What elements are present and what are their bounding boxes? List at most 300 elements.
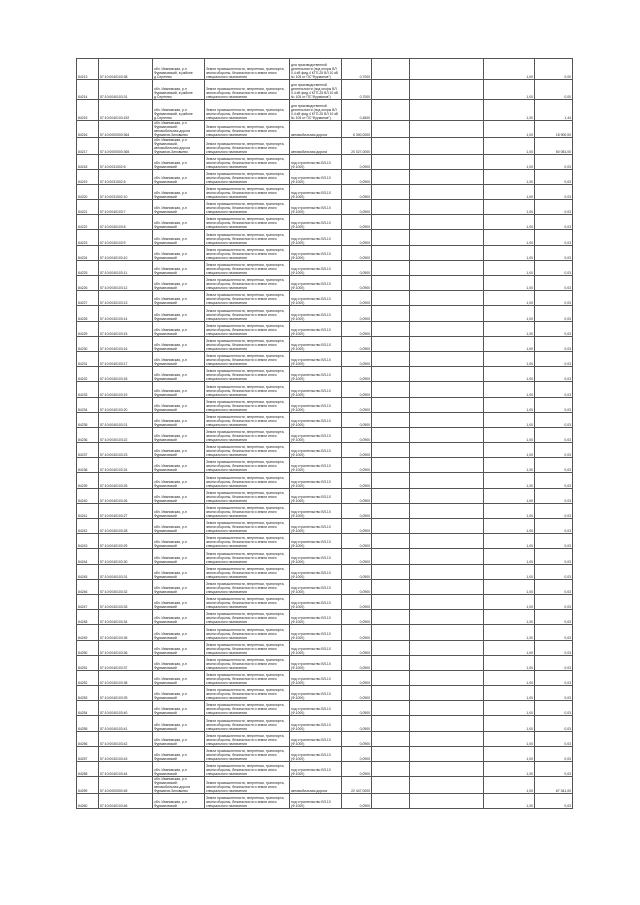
rate: 1,00 xyxy=(484,458,535,473)
parcel-area: 0,0900 xyxy=(342,260,372,275)
parcel-area: 0,0900 xyxy=(342,503,372,518)
volume xyxy=(410,306,484,321)
parcel-location: обл. Ивановская, р-н Фурмановский xyxy=(153,458,205,473)
land-category: Земли промышленности, энергетики, транспорта, земли обороны, безопасности и земли иного специального назначения xyxy=(205,276,290,291)
parcel-area: 0,0900 xyxy=(342,154,372,169)
unit-price xyxy=(372,321,410,336)
unit-price xyxy=(372,443,410,458)
parcel-area: 0,7000 xyxy=(342,79,372,100)
volume xyxy=(410,367,484,382)
permitted-use: под строительство ВЛ-10 (Ф.1000) xyxy=(290,716,342,731)
land-category: Земли промышленности, энергетики, транспорта, земли обороны, безопасности и земли иного специального назначения xyxy=(205,120,290,137)
unit-price xyxy=(372,154,410,169)
permitted-use: под строительство ВЛ-10 (Ф.1000) xyxy=(290,762,342,777)
permitted-use: под строительство ВЛ-10 (Ф.1000) xyxy=(290,230,342,245)
volume xyxy=(410,519,484,534)
permitted-use: под строительство ВЛ-10 (Ф.1000) xyxy=(290,488,342,503)
parcel-location: обл. Ивановская, р-н Фурмановский xyxy=(153,351,205,366)
volume xyxy=(410,655,484,670)
unit-price xyxy=(372,762,410,777)
land-category: Земли промышленности, энергетики, транспорта, земли обороны, безопасности и земли иного специального назначения xyxy=(205,640,290,655)
permitted-use: под строительство ВЛ-10 (Ф.1000) xyxy=(290,291,342,306)
permitted-use: для производственной деятельности (под опоры ВЛ 0,4 кВ фид.4 КТП-25 ВЛ 10 кВ № 105 от ПС"Фурманов") xyxy=(290,100,342,121)
parcel-area: 0,0900 xyxy=(342,625,372,640)
permitted-use: под строительство ВЛ-10 (Ф.1000) xyxy=(290,594,342,609)
land-category: Земли промышленности, энергетики, транспорта, земли обороны, безопасности и земли иного специального назначения xyxy=(205,610,290,625)
unit-price xyxy=(372,579,410,594)
parcel-area: 0,0900 xyxy=(342,351,372,366)
permitted-use: под строительство ВЛ-10 (Ф.1000) xyxy=(290,458,342,473)
cadastral-cost: 0,03 xyxy=(535,794,573,809)
rate: 1,00 xyxy=(484,137,535,154)
cadastral-cost: 0,03 xyxy=(535,731,573,746)
table-row xyxy=(77,260,573,275)
unit-price xyxy=(372,100,410,121)
land-category: Земли промышленности, энергетики, транспорта, земли обороны, безопасности и земли иного специального назначения xyxy=(205,230,290,245)
cadastral-cost: 0,03 xyxy=(535,625,573,640)
volume xyxy=(410,79,484,100)
volume xyxy=(410,794,484,809)
land-category: Земли промышленности, энергетики, транспорта, земли обороны, безопасности и земли иного специального назначения xyxy=(205,549,290,564)
row-number: 84245 xyxy=(77,564,99,579)
volume xyxy=(410,777,484,794)
land-category: Земли промышленности, энергетики, транспорта, земли обороны, безопасности и земли иного специального назначения xyxy=(205,336,290,351)
table-row xyxy=(77,670,573,685)
permitted-use: под строительство ВЛ-10 (Ф.1000) xyxy=(290,321,342,336)
land-category: Земли промышленности, энергетики, транспорта, земли обороны, безопасности и земли иного специального назначения xyxy=(205,245,290,260)
row-number: 84218 xyxy=(77,154,99,169)
permitted-use: под строительство ВЛ-10 (Ф.1000) xyxy=(290,427,342,442)
rate: 1,00 xyxy=(484,382,535,397)
cadastral-number: 57:10:0040103:27 xyxy=(99,503,153,518)
cadastral-cost: 0,03 xyxy=(535,716,573,731)
parcel-area: 0,0900 xyxy=(342,488,372,503)
land-category: Земли промышленности, энергетики, транспорта, земли обороны, безопасности и земли иного специального назначения xyxy=(205,458,290,473)
row-number: 84213 xyxy=(77,59,99,80)
parcel-location: обл. Ивановская, р-н Фурмановский xyxy=(153,443,205,458)
parcel-location: обл. Ивановская, р-н Фурмановский xyxy=(153,716,205,731)
unit-price xyxy=(372,640,410,655)
table-row xyxy=(77,488,573,503)
volume xyxy=(410,762,484,777)
cadastral-cost: 0,03 xyxy=(535,534,573,549)
land-category: Земли промышленности, энергетики, транспорта, земли обороны, безопасности и земли иного специального назначения xyxy=(205,169,290,184)
row-number: 84250 xyxy=(77,640,99,655)
cadastral-number: 57:10:0040103:11 xyxy=(99,260,153,275)
parcel-location: обл. Ивановская, р-н Фурмановский xyxy=(153,306,205,321)
parcel-area: 0,0900 xyxy=(342,794,372,809)
parcel-area: 0,0900 xyxy=(342,412,372,427)
parcel-area: 0,0900 xyxy=(342,594,372,609)
table-row xyxy=(77,382,573,397)
land-category: Земли промышленности, энергетики, транспорта, земли обороны, безопасности и земли иного специального назначения xyxy=(205,100,290,121)
permitted-use: под строительство ВЛ-10 (Ф.1000) xyxy=(290,336,342,351)
cadastral-cost: 0,03 xyxy=(535,169,573,184)
table-row xyxy=(77,79,573,100)
cadastral-cost: 0,03 xyxy=(535,200,573,215)
parcel-location: обл. Ивановская, р-н Фурмановский xyxy=(153,215,205,230)
cadastral-cost: 0,03 xyxy=(535,306,573,321)
table-row xyxy=(77,794,573,809)
parcel-area: 0,0900 xyxy=(342,200,372,215)
row-number: 84223 xyxy=(77,230,99,245)
cadastral-number: 57:10:0040103:152 xyxy=(99,100,153,121)
parcel-area: 0,0900 xyxy=(342,670,372,685)
row-number: 84232 xyxy=(77,367,99,382)
parcel-location: обл. Ивановская, р-н Фурмановский xyxy=(153,412,205,427)
land-category: Земли промышленности, энергетики, транспорта, земли обороны, безопасности и земли иного специального назначения xyxy=(205,625,290,640)
parcel-area: 0,0900 xyxy=(342,184,372,199)
volume xyxy=(410,184,484,199)
land-category: Земли промышленности, энергетики, транспорта, земли обороны, безопасности и земли иного специального назначения xyxy=(205,794,290,809)
volume xyxy=(410,397,484,412)
table-row xyxy=(77,458,573,473)
row-number: 84257 xyxy=(77,746,99,761)
table-row xyxy=(77,230,573,245)
cadastral-number: 57:10:0031002:5 xyxy=(99,169,153,184)
table-row xyxy=(77,564,573,579)
land-category: Земли промышленности, энергетики, транспорта, земли обороны, безопасности и земли иного специального назначения xyxy=(205,200,290,215)
cadastral-number: 57:10:0040103:36 xyxy=(99,640,153,655)
land-category: Земли промышленности, энергетики, транспорта, земли обороны, безопасности и земли иного специального назначения xyxy=(205,686,290,701)
permitted-use: под строительство ВЛ-10 (Ф.1000) xyxy=(290,670,342,685)
land-category: Земли промышленности, энергетики, транспорта, земли обороны, безопасности и земли иного специального назначения xyxy=(205,670,290,685)
volume xyxy=(410,488,484,503)
table-row xyxy=(77,686,573,701)
volume xyxy=(410,443,484,458)
cadastral-number: 57:10:0031002:6 xyxy=(99,154,153,169)
rate: 1,00 xyxy=(484,443,535,458)
table-row xyxy=(77,351,573,366)
cadastral-number: 57:10:0040103:25 xyxy=(99,473,153,488)
table-row xyxy=(77,412,573,427)
table-row xyxy=(77,215,573,230)
row-number: 84251 xyxy=(77,655,99,670)
land-category: Земли промышленности, энергетики, транспорта, земли обороны, безопасности и земли иного специального назначения xyxy=(205,731,290,746)
row-number: 84259 xyxy=(77,777,99,794)
cadastral-cost: 0,03 xyxy=(535,351,573,366)
volume xyxy=(410,260,484,275)
volume xyxy=(410,291,484,306)
parcel-area: 0,0900 xyxy=(342,534,372,549)
row-number: 84260 xyxy=(77,794,99,809)
row-number: 84252 xyxy=(77,670,99,685)
row-number: 84217 xyxy=(77,137,99,154)
table-row xyxy=(77,746,573,761)
unit-price xyxy=(372,610,410,625)
unit-price xyxy=(372,215,410,230)
parcel-area: 6 300,0000 xyxy=(342,120,372,137)
land-category: Земли промышленности, энергетики, транспорта, земли обороны, безопасности и земли иного специального назначения xyxy=(205,534,290,549)
permitted-use: под строительство ВЛ-10 (Ф.1000) xyxy=(290,412,342,427)
cadastral-cost: 0,03 xyxy=(535,473,573,488)
parcel-area: 0,0900 xyxy=(342,443,372,458)
parcel-location: обл. Ивановская, р-н Фурмановский xyxy=(153,488,205,503)
land-category: Земли промышленности, энергетики, транспорта, земли обороны, безопасности и земли иного специального назначения xyxy=(205,382,290,397)
parcel-area: 22 447,0000 xyxy=(342,777,372,794)
cadastral-cost: 0,03 xyxy=(535,230,573,245)
table-row xyxy=(77,731,573,746)
table-row xyxy=(77,610,573,625)
rate: 1,00 xyxy=(484,610,535,625)
parcel-area: 0,0900 xyxy=(342,473,372,488)
cadastral-number: 57:10:0040103:29 xyxy=(99,534,153,549)
unit-price xyxy=(372,716,410,731)
land-category: Земли промышленности, энергетики, транспорта, земли обороны, безопасности и земли иного специального назначения xyxy=(205,137,290,154)
parcel-area: 0,0900 xyxy=(342,215,372,230)
rate: 1,00 xyxy=(484,731,535,746)
unit-price xyxy=(372,276,410,291)
parcel-area: 0,7000 xyxy=(342,59,372,80)
parcel-area: 0,0900 xyxy=(342,367,372,382)
parcel-area: 0,0900 xyxy=(342,306,372,321)
cadastral-number: 57:10:0000000:45 xyxy=(99,777,153,794)
row-number: 84240 xyxy=(77,488,99,503)
table-row xyxy=(77,519,573,534)
land-category: Земли промышленности, энергетики, транспорта, земли обороны, безопасности и земли иного специального назначения xyxy=(205,777,290,794)
permitted-use: под строительство ВЛ-10 (Ф.1000) xyxy=(290,397,342,412)
cadastral-cost: 0,03 xyxy=(535,336,573,351)
unit-price xyxy=(372,306,410,321)
rate: 1,00 xyxy=(484,534,535,549)
unit-price xyxy=(372,503,410,518)
land-category: Земли промышленности, энергетики, транспорта, земли обороны, безопасности и земли иного специального назначения xyxy=(205,79,290,100)
parcel-location: обл. Ивановская, р-н Фурмановский xyxy=(153,260,205,275)
row-number: 84231 xyxy=(77,351,99,366)
volume xyxy=(410,169,484,184)
parcel-area: 0,0900 xyxy=(342,564,372,579)
row-number: 84255 xyxy=(77,716,99,731)
cadastral-cost: 0,00 xyxy=(535,59,573,80)
parcel-location: обл. Ивановская, р-н Фурмановский xyxy=(153,503,205,518)
parcel-location: обл. Ивановская, р-н Фурмановский xyxy=(153,579,205,594)
volume xyxy=(410,640,484,655)
parcel-location: обл. Ивановская, р-н Фурмановский xyxy=(153,746,205,761)
volume xyxy=(410,610,484,625)
parcel-location: обл. Ивановская, р-н Фурмановский xyxy=(153,184,205,199)
cadastral-number: 57:10:0040103:7 xyxy=(99,200,153,215)
cadastral-number: 57:10:0040103:17 xyxy=(99,351,153,366)
parcel-location: обл. Ивановская, р-н Фурмановский, автомобильная дорога Фурманов-Зиновьево xyxy=(153,120,205,137)
permitted-use: под строительство ВЛ-10 (Ф.1000) xyxy=(290,625,342,640)
table-row xyxy=(77,100,573,121)
land-category: Земли промышленности, энергетики, транспорта, земли обороны, безопасности и земли иного специального назначения xyxy=(205,367,290,382)
rate: 1,00 xyxy=(484,670,535,685)
land-category: Земли промышленности, энергетики, транспорта, земли обороны, безопасности и земли иного специального назначения xyxy=(205,59,290,80)
row-number: 84239 xyxy=(77,473,99,488)
cadastral-number: 57:10:0040103:44 xyxy=(99,762,153,777)
cadastral-cost: 0,03 xyxy=(535,610,573,625)
row-number: 84256 xyxy=(77,731,99,746)
unit-price xyxy=(372,519,410,534)
row-number: 84220 xyxy=(77,184,99,199)
row-number: 84258 xyxy=(77,762,99,777)
row-number: 84246 xyxy=(77,579,99,594)
cadastral-cost: 0,03 xyxy=(535,458,573,473)
rate: 1,00 xyxy=(484,184,535,199)
permitted-use: автомобильная дорога xyxy=(290,137,342,154)
permitted-use: под строительство ВЛ-10 (Ф.1000) xyxy=(290,731,342,746)
volume xyxy=(410,579,484,594)
unit-price xyxy=(372,670,410,685)
unit-price xyxy=(372,351,410,366)
cadastral-cost: 0,03 xyxy=(535,564,573,579)
unit-price xyxy=(372,746,410,761)
permitted-use: под строительство ВЛ-10 (Ф.1000) xyxy=(290,306,342,321)
rate: 1,00 xyxy=(484,777,535,794)
row-number: 84222 xyxy=(77,215,99,230)
permitted-use: под строительство ВЛ-10 (Ф.1000) xyxy=(290,701,342,716)
table-row xyxy=(77,291,573,306)
parcel-area: 0,0900 xyxy=(342,579,372,594)
volume xyxy=(410,625,484,640)
rate: 1,00 xyxy=(484,549,535,564)
table-row xyxy=(77,427,573,442)
volume xyxy=(410,215,484,230)
parcel-area: 0,0900 xyxy=(342,731,372,746)
cadastral-number: 57:10:0040103:31 xyxy=(99,79,153,100)
cadastral-cost: 0,03 xyxy=(535,670,573,685)
cadastral-number: 57:10:0040103:40 xyxy=(99,701,153,716)
land-category: Земли промышленности, энергетики, транспорта, земли обороны, безопасности и земли иного специального назначения xyxy=(205,184,290,199)
table-row xyxy=(77,503,573,518)
cadastral-cost: 0,03 xyxy=(535,184,573,199)
volume xyxy=(410,100,484,121)
row-number: 84241 xyxy=(77,503,99,518)
parcel-area: 0,0900 xyxy=(342,321,372,336)
parcel-area: 20 027,0000 xyxy=(342,137,372,154)
permitted-use: автомобильная дорога xyxy=(290,120,342,137)
unit-price xyxy=(372,336,410,351)
cadastral-number: 57:10:0040103:14 xyxy=(99,306,153,321)
rate: 1,00 xyxy=(484,291,535,306)
cadastral-cost: 0,03 xyxy=(535,260,573,275)
cadastral-cost: 0,03 xyxy=(535,762,573,777)
parcel-area: 0,0900 xyxy=(342,427,372,442)
unit-price xyxy=(372,701,410,716)
table-row xyxy=(77,397,573,412)
parcel-location: обл. Ивановская, р-н Фурмановский xyxy=(153,731,205,746)
permitted-use: под строительство ВЛ-10 (Ф.1000) xyxy=(290,549,342,564)
cadastral-number: 57:10:0040103:46 xyxy=(99,794,153,809)
unit-price xyxy=(372,412,410,427)
parcel-location: обл. Ивановская, р-н Фурмановский xyxy=(153,670,205,685)
permitted-use: автомобильная дорога xyxy=(290,777,342,794)
row-number: 84238 xyxy=(77,458,99,473)
parcel-location: обл. Ивановская, р-н Фурмановский xyxy=(153,397,205,412)
cadastral-cost: 0,03 xyxy=(535,382,573,397)
parcel-location: обл. Ивановская, р-н Фурмановский xyxy=(153,640,205,655)
cadastral-number: 57:10:0040103:30 xyxy=(99,549,153,564)
volume xyxy=(410,503,484,518)
permitted-use: под строительство ВЛ-10 (Ф.1000) xyxy=(290,276,342,291)
parcel-location: обл. Ивановская, р-н Фурмановский xyxy=(153,154,205,169)
cadastral-cost: 1,44 xyxy=(535,100,573,121)
rate: 1,00 xyxy=(484,79,535,100)
cadastral-number: 57:10:0040103:42 xyxy=(99,731,153,746)
permitted-use: под строительство ВЛ-10 (Ф.1000) xyxy=(290,351,342,366)
rate: 1,00 xyxy=(484,215,535,230)
cadastral-number: 57:10:0040103:33 xyxy=(99,594,153,609)
cadastral-number: 57:10:0040103:39 xyxy=(99,686,153,701)
volume xyxy=(410,731,484,746)
rate: 1,00 xyxy=(484,625,535,640)
parcel-area: 0,0900 xyxy=(342,746,372,761)
document-page xyxy=(76,58,572,809)
unit-price xyxy=(372,488,410,503)
cadastral-cost: 0,03 xyxy=(535,701,573,716)
parcel-location: обл. Ивановская, р-н Фурмановский xyxy=(153,276,205,291)
volume xyxy=(410,427,484,442)
cadastral-number: 57:10:0040103:31 xyxy=(99,564,153,579)
unit-price xyxy=(372,655,410,670)
table-row xyxy=(77,306,573,321)
rate: 1,00 xyxy=(484,427,535,442)
parcel-location: обл. Ивановская, р-н Фурмановский xyxy=(153,519,205,534)
parcel-location: обл. Ивановская, р-н Фурмановский xyxy=(153,794,205,809)
volume xyxy=(410,321,484,336)
cadastral-cost: 0,03 xyxy=(535,579,573,594)
volume xyxy=(410,120,484,137)
cadastral-number: 57:10:0040103:19 xyxy=(99,382,153,397)
parcel-location: обл. Ивановская, р-н Фурмановский xyxy=(153,762,205,777)
unit-price xyxy=(372,230,410,245)
permitted-use: под строительство ВЛ-10 (Ф.1000) xyxy=(290,503,342,518)
row-number: 84237 xyxy=(77,443,99,458)
cadastral-number: 57:10:0040103:8 xyxy=(99,215,153,230)
cadastral-number: 57:10:0040103:10 xyxy=(99,245,153,260)
table-row xyxy=(77,120,573,137)
unit-price xyxy=(372,291,410,306)
table-row xyxy=(77,549,573,564)
table-row xyxy=(77,777,573,794)
unit-price xyxy=(372,169,410,184)
unit-price xyxy=(372,79,410,100)
permitted-use: под строительство ВЛ-10 (Ф.1000) xyxy=(290,655,342,670)
unit-price xyxy=(372,200,410,215)
land-category: Земли промышленности, энергетики, транспорта, земли обороны, безопасности и земли иного специального назначения xyxy=(205,351,290,366)
land-category: Земли промышленности, энергетики, транспорта, земли обороны, безопасности и земли иного специального назначения xyxy=(205,579,290,594)
rate: 1,00 xyxy=(484,306,535,321)
volume xyxy=(410,534,484,549)
permitted-use: под строительство ВЛ-10 (Ф.1000) xyxy=(290,260,342,275)
parcel-location: обл. Ивановская, р-н Фурмановский xyxy=(153,701,205,716)
permitted-use: под строительство ВЛ-10 (Ф.1000) xyxy=(290,473,342,488)
unit-price xyxy=(372,59,410,80)
volume xyxy=(410,382,484,397)
rate: 1,00 xyxy=(484,276,535,291)
row-number: 84254 xyxy=(77,701,99,716)
parcel-location: обл. Ивановская, р-н Фурмановский xyxy=(153,245,205,260)
table-row xyxy=(77,443,573,458)
unit-price xyxy=(372,794,410,809)
rate: 1,00 xyxy=(484,640,535,655)
cadastral-number: 57:10:0040103:23 xyxy=(99,443,153,458)
parcel-location: обл. Ивановская, р-н Фурмановский, в районе д.Сергеево xyxy=(153,59,205,80)
table-row xyxy=(77,184,573,199)
cadastral-cost: 0,03 xyxy=(535,154,573,169)
table-row xyxy=(77,200,573,215)
cadastral-number: 57:10:0040103:41 xyxy=(99,716,153,731)
cadastral-number: 57:10:0040103:16 xyxy=(99,336,153,351)
land-category: Земли промышленности, энергетики, транспорта, земли обороны, безопасности и земли иного специального назначения xyxy=(205,306,290,321)
parcel-area: 0,0900 xyxy=(342,458,372,473)
cadastral-number: 57:10:0040103:12 xyxy=(99,276,153,291)
parcel-location: обл. Ивановская, р-н Фурмановский xyxy=(153,230,205,245)
row-number: 84253 xyxy=(77,686,99,701)
parcel-area: 0,0900 xyxy=(342,686,372,701)
rate: 1,00 xyxy=(484,579,535,594)
